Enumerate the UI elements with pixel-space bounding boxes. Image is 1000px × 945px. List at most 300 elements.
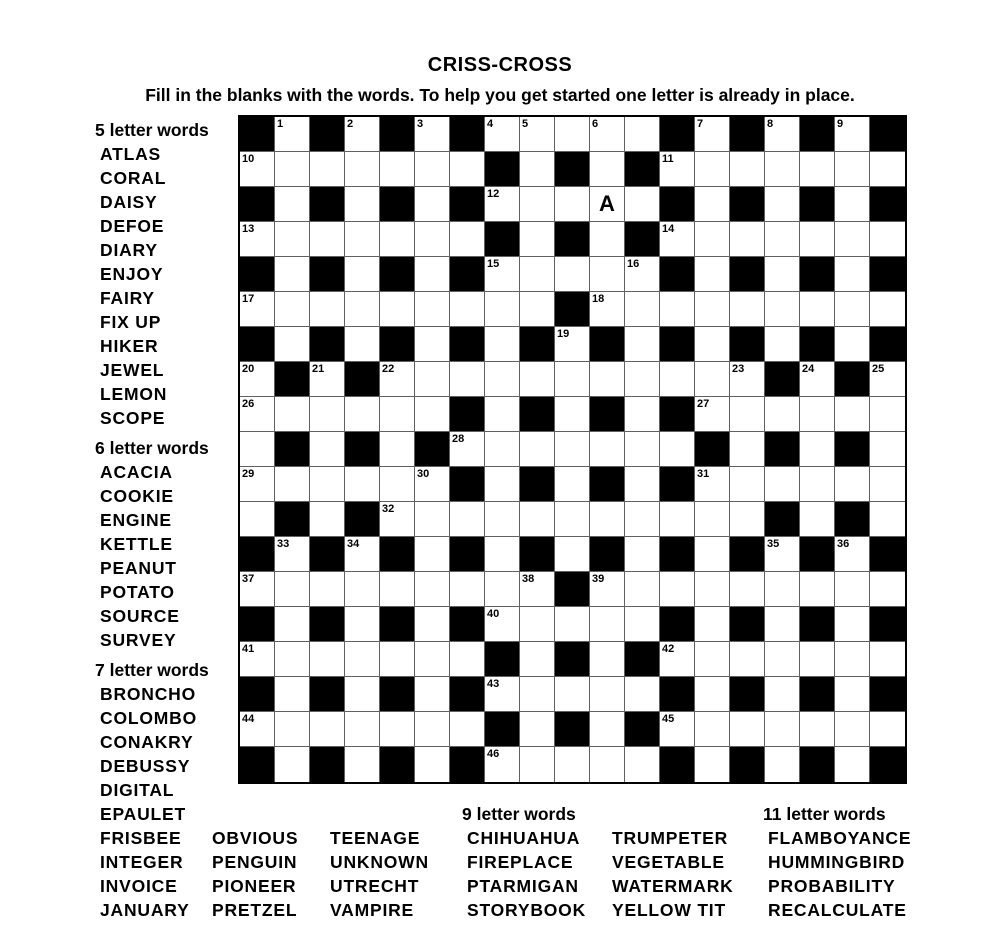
grid-cell[interactable]	[870, 502, 905, 537]
grid-cell[interactable]	[520, 712, 555, 747]
grid-cell[interactable]	[695, 572, 730, 607]
grid-cell[interactable]	[485, 502, 520, 537]
grid-cell[interactable]	[555, 747, 590, 782]
word-list-item: ENGINE	[100, 510, 172, 530]
grid-cell[interactable]	[765, 642, 800, 677]
grid-cell[interactable]	[310, 432, 345, 467]
grid-cell[interactable]	[485, 292, 520, 327]
grid-cell[interactable]	[625, 397, 660, 432]
grid-cell[interactable]	[800, 502, 835, 537]
grid-cell[interactable]	[520, 607, 555, 642]
grid-cell[interactable]	[380, 502, 415, 537]
grid-cell[interactable]	[765, 712, 800, 747]
grid-cell[interactable]	[835, 642, 870, 677]
grid-cell[interactable]	[870, 572, 905, 607]
grid-cell[interactable]	[380, 397, 415, 432]
grid-cell[interactable]	[835, 747, 870, 782]
grid-cell[interactable]	[310, 292, 345, 327]
grid-cell[interactable]	[835, 712, 870, 747]
grid-cell[interactable]	[415, 117, 450, 152]
grid-cell[interactable]	[485, 467, 520, 502]
grid-cell[interactable]	[520, 432, 555, 467]
grid-cell[interactable]	[695, 292, 730, 327]
grid-cell[interactable]	[625, 362, 660, 397]
grid-black-cell	[730, 117, 765, 152]
grid-black-cell	[870, 117, 905, 152]
grid-black-cell	[380, 537, 415, 572]
grid-cell[interactable]	[380, 712, 415, 747]
grid-cell[interactable]	[870, 152, 905, 187]
grid-cell[interactable]	[345, 327, 380, 362]
grid-cell[interactable]	[345, 642, 380, 677]
grid-cell[interactable]	[730, 572, 765, 607]
grid-cell[interactable]	[695, 677, 730, 712]
grid-cell[interactable]	[870, 292, 905, 327]
grid-cell[interactable]	[625, 607, 660, 642]
grid-cell[interactable]	[800, 222, 835, 257]
grid-cell[interactable]	[450, 432, 485, 467]
grid-cell[interactable]	[450, 502, 485, 537]
grid-cell[interactable]	[590, 362, 625, 397]
grid-cell[interactable]	[380, 222, 415, 257]
grid-cell[interactable]	[555, 502, 590, 537]
grid-cell[interactable]	[590, 152, 625, 187]
grid-cell[interactable]	[415, 187, 450, 222]
grid-cell[interactable]	[695, 712, 730, 747]
grid-cell[interactable]	[415, 677, 450, 712]
grid-cell[interactable]	[625, 537, 660, 572]
grid-cell[interactable]	[695, 607, 730, 642]
grid-cell[interactable]	[695, 747, 730, 782]
grid-cell[interactable]	[625, 747, 660, 782]
grid-cell[interactable]	[345, 747, 380, 782]
grid-cell[interactable]	[800, 432, 835, 467]
grid-cell[interactable]	[345, 117, 380, 152]
grid-cell[interactable]	[695, 187, 730, 222]
grid-cell[interactable]	[345, 187, 380, 222]
grid-cell[interactable]	[730, 397, 765, 432]
word-list-item: ENJOY	[100, 264, 164, 284]
grid-cell[interactable]	[240, 152, 275, 187]
grid-cell[interactable]	[695, 257, 730, 292]
grid-cell[interactable]	[870, 432, 905, 467]
word-group-label: 5 letter words	[95, 120, 209, 140]
grid-cell[interactable]	[590, 502, 625, 537]
grid-cell[interactable]	[310, 712, 345, 747]
grid-cell[interactable]	[625, 257, 660, 292]
grid-cell[interactable]	[800, 642, 835, 677]
grid-cell[interactable]	[765, 572, 800, 607]
grid-cell[interactable]	[835, 467, 870, 502]
grid-black-cell	[835, 432, 870, 467]
grid-cell[interactable]	[275, 152, 310, 187]
word-list-item: SURVEY	[100, 630, 177, 650]
grid-cell[interactable]	[380, 572, 415, 607]
grid-cell[interactable]	[310, 222, 345, 257]
grid-cell[interactable]	[450, 642, 485, 677]
word-list-item: CONAKRY	[100, 732, 194, 752]
grid-cell[interactable]	[765, 607, 800, 642]
grid-cell[interactable]	[240, 362, 275, 397]
grid-cell[interactable]	[590, 292, 625, 327]
grid-cell[interactable]	[415, 642, 450, 677]
grid-cell[interactable]	[765, 117, 800, 152]
grid-cell[interactable]	[765, 187, 800, 222]
grid-cell[interactable]	[555, 467, 590, 502]
grid-cell[interactable]	[485, 257, 520, 292]
grid-cell[interactable]	[485, 677, 520, 712]
grid-black-cell	[520, 467, 555, 502]
grid-black-cell	[485, 222, 520, 257]
grid-black-cell	[590, 537, 625, 572]
grid-cell[interactable]	[625, 187, 660, 222]
grid-cell[interactable]	[660, 572, 695, 607]
grid-cell[interactable]	[275, 222, 310, 257]
grid-cell[interactable]	[800, 292, 835, 327]
grid-cell[interactable]	[485, 327, 520, 362]
grid-cell[interactable]	[555, 607, 590, 642]
grid-cell[interactable]	[485, 537, 520, 572]
grid-cell[interactable]	[695, 537, 730, 572]
grid-cell[interactable]	[800, 362, 835, 397]
grid-cell[interactable]	[660, 502, 695, 537]
grid-cell[interactable]	[625, 292, 660, 327]
word-list-item: CORAL	[100, 168, 167, 188]
grid-cell[interactable]	[415, 292, 450, 327]
grid-cell[interactable]	[345, 712, 380, 747]
grid-cell[interactable]	[275, 677, 310, 712]
grid-cell[interactable]	[415, 502, 450, 537]
grid-cell[interactable]	[625, 502, 660, 537]
grid-cell[interactable]	[765, 257, 800, 292]
grid-cell[interactable]	[625, 677, 660, 712]
grid-cell[interactable]	[590, 187, 625, 222]
grid-cell[interactable]	[310, 467, 345, 502]
grid-cell[interactable]	[555, 362, 590, 397]
grid-cell[interactable]	[765, 747, 800, 782]
grid-cell[interactable]	[240, 222, 275, 257]
grid-cell[interactable]	[870, 642, 905, 677]
grid-cell[interactable]	[590, 712, 625, 747]
grid-cell[interactable]	[345, 257, 380, 292]
grid-cell[interactable]	[310, 642, 345, 677]
grid-cell[interactable]	[520, 152, 555, 187]
grid-cell[interactable]	[695, 117, 730, 152]
grid-cell[interactable]	[275, 187, 310, 222]
grid-black-cell	[835, 362, 870, 397]
grid-cell[interactable]	[590, 677, 625, 712]
grid-cell[interactable]	[345, 677, 380, 712]
grid-cell[interactable]	[415, 537, 450, 572]
grid-cell[interactable]	[660, 432, 695, 467]
grid-black-cell	[240, 747, 275, 782]
grid-cell[interactable]	[310, 152, 345, 187]
grid-black-cell	[380, 607, 415, 642]
grid-cell[interactable]	[590, 607, 625, 642]
grid-cell[interactable]	[625, 117, 660, 152]
grid-cell[interactable]	[520, 362, 555, 397]
grid-cell[interactable]	[870, 467, 905, 502]
grid-black-cell	[380, 677, 415, 712]
grid-cell[interactable]	[450, 292, 485, 327]
grid-cell[interactable]	[555, 677, 590, 712]
grid-cell[interactable]	[450, 362, 485, 397]
grid-cell[interactable]	[520, 292, 555, 327]
grid-cell[interactable]	[415, 397, 450, 432]
grid-black-cell	[450, 187, 485, 222]
grid-cell[interactable]	[240, 642, 275, 677]
grid-cell[interactable]	[380, 642, 415, 677]
word-column	[207, 802, 298, 922]
grid-cell[interactable]	[555, 397, 590, 432]
grid-cell[interactable]	[275, 572, 310, 607]
grid-cell[interactable]	[590, 222, 625, 257]
word-list-item: KETTLE	[100, 534, 173, 554]
word-column	[325, 802, 429, 922]
grid-black-cell	[800, 327, 835, 362]
grid-cell[interactable]	[310, 397, 345, 432]
grid-cell[interactable]	[730, 712, 765, 747]
grid-cell[interactable]	[835, 607, 870, 642]
grid-cell[interactable]	[275, 642, 310, 677]
grid-cell[interactable]	[520, 222, 555, 257]
grid-cell[interactable]	[240, 432, 275, 467]
grid-cell[interactable]	[765, 537, 800, 572]
grid-cell[interactable]	[380, 432, 415, 467]
grid-cell[interactable]	[730, 432, 765, 467]
grid-cell[interactable]	[590, 257, 625, 292]
grid-cell[interactable]	[520, 677, 555, 712]
grid-black-cell	[800, 537, 835, 572]
grid-cell[interactable]	[625, 432, 660, 467]
grid-cell[interactable]	[590, 432, 625, 467]
grid-cell[interactable]	[730, 152, 765, 187]
grid-cell[interactable]	[625, 327, 660, 362]
grid-cell[interactable]	[345, 572, 380, 607]
grid-cell[interactable]	[345, 537, 380, 572]
grid-cell[interactable]	[275, 537, 310, 572]
grid-cell[interactable]	[660, 642, 695, 677]
grid-cell[interactable]	[520, 187, 555, 222]
grid-cell[interactable]	[380, 362, 415, 397]
grid-cell[interactable]	[275, 117, 310, 152]
grid-cell[interactable]	[345, 467, 380, 502]
grid-cell[interactable]	[835, 537, 870, 572]
grid-black-cell	[800, 117, 835, 152]
grid-cell[interactable]	[275, 712, 310, 747]
clue-number: 40	[487, 608, 500, 620]
grid-cell[interactable]	[520, 117, 555, 152]
grid-cell[interactable]	[415, 747, 450, 782]
grid-cell[interactable]	[275, 292, 310, 327]
grid-cell[interactable]	[415, 222, 450, 257]
grid-cell[interactable]	[870, 712, 905, 747]
grid-cell[interactable]	[555, 257, 590, 292]
grid-cell[interactable]	[800, 397, 835, 432]
grid-black-cell	[660, 117, 695, 152]
grid-cell[interactable]	[485, 187, 520, 222]
grid-cell[interactable]	[485, 747, 520, 782]
grid-cell[interactable]	[800, 712, 835, 747]
grid-cell[interactable]	[695, 362, 730, 397]
grid-cell[interactable]	[485, 362, 520, 397]
grid-cell[interactable]	[345, 222, 380, 257]
grid-cell[interactable]	[415, 607, 450, 642]
grid-cell[interactable]	[695, 642, 730, 677]
grid-cell[interactable]	[625, 572, 660, 607]
grid-cell[interactable]	[380, 467, 415, 502]
grid-cell[interactable]	[275, 397, 310, 432]
grid-cell[interactable]	[555, 432, 590, 467]
grid-cell[interactable]	[695, 467, 730, 502]
grid-cell[interactable]	[660, 152, 695, 187]
grid-cell[interactable]	[520, 747, 555, 782]
grid-cell[interactable]	[765, 397, 800, 432]
grid-cell[interactable]	[310, 572, 345, 607]
grid-cell[interactable]	[275, 327, 310, 362]
word-group-label	[325, 802, 429, 826]
grid-cell[interactable]	[765, 467, 800, 502]
grid-cell[interactable]	[730, 502, 765, 537]
grid-cell[interactable]	[730, 362, 765, 397]
grid-cell[interactable]	[835, 152, 870, 187]
grid-cell[interactable]	[730, 642, 765, 677]
grid-cell[interactable]	[520, 257, 555, 292]
grid-cell[interactable]	[835, 187, 870, 222]
grid-cell[interactable]	[555, 187, 590, 222]
clue-number: 46	[487, 748, 500, 760]
grid-cell[interactable]	[345, 397, 380, 432]
grid-cell[interactable]	[835, 257, 870, 292]
word-list-item: VAMPIRE	[330, 900, 415, 920]
grid-cell[interactable]	[660, 712, 695, 747]
grid-cell[interactable]	[415, 327, 450, 362]
grid-cell[interactable]	[800, 152, 835, 187]
grid-cell[interactable]	[485, 432, 520, 467]
grid-cell[interactable]	[415, 572, 450, 607]
grid-cell[interactable]	[835, 677, 870, 712]
word-list-item: FLAMBOYANCE	[768, 828, 912, 848]
grid-black-cell	[240, 257, 275, 292]
grid-cell[interactable]	[625, 467, 660, 502]
grid-cell[interactable]	[765, 222, 800, 257]
grid-cell[interactable]	[240, 712, 275, 747]
grid-cell[interactable]	[485, 572, 520, 607]
grid-cell[interactable]	[590, 572, 625, 607]
grid-cell[interactable]	[310, 502, 345, 537]
grid-cell[interactable]	[345, 607, 380, 642]
grid-cell[interactable]	[870, 362, 905, 397]
grid-cell[interactable]	[835, 397, 870, 432]
grid-cell[interactable]	[240, 397, 275, 432]
grid-cell[interactable]	[835, 222, 870, 257]
grid-cell[interactable]	[765, 152, 800, 187]
grid-cell[interactable]	[835, 327, 870, 362]
grid-cell[interactable]	[275, 747, 310, 782]
grid-cell[interactable]	[765, 292, 800, 327]
grid-cell[interactable]	[590, 747, 625, 782]
grid-cell[interactable]	[730, 292, 765, 327]
clue-number: 10	[242, 153, 255, 165]
grid-cell[interactable]	[660, 222, 695, 257]
grid-black-cell	[730, 257, 765, 292]
grid-cell[interactable]	[275, 607, 310, 642]
prefilled-letter: A	[599, 191, 615, 216]
grid-cell[interactable]	[345, 292, 380, 327]
grid-cell[interactable]	[590, 642, 625, 677]
grid-cell[interactable]	[415, 467, 450, 502]
grid-cell[interactable]	[415, 257, 450, 292]
grid-cell[interactable]	[415, 362, 450, 397]
grid-cell[interactable]	[240, 467, 275, 502]
grid-cell[interactable]	[520, 572, 555, 607]
grid-cell[interactable]	[275, 257, 310, 292]
grid-cell[interactable]	[240, 502, 275, 537]
grid-black-cell	[730, 677, 765, 712]
grid-cell[interactable]	[660, 292, 695, 327]
grid-cell[interactable]	[835, 572, 870, 607]
grid-cell[interactable]	[415, 152, 450, 187]
grid-cell[interactable]	[695, 327, 730, 362]
grid-cell[interactable]	[870, 397, 905, 432]
grid-cell[interactable]	[590, 117, 625, 152]
grid-cell[interactable]	[835, 117, 870, 152]
grid-cell[interactable]	[240, 292, 275, 327]
grid-cell[interactable]	[450, 222, 485, 257]
word-list-item: ATLAS	[100, 144, 162, 164]
grid-cell[interactable]	[660, 362, 695, 397]
grid-cell[interactable]	[485, 397, 520, 432]
grid-cell[interactable]	[275, 467, 310, 502]
grid-cell[interactable]	[555, 327, 590, 362]
grid-cell[interactable]	[695, 502, 730, 537]
grid-cell[interactable]	[730, 222, 765, 257]
grid-cell[interactable]	[415, 712, 450, 747]
word-group-label	[207, 802, 298, 826]
grid-cell[interactable]	[695, 152, 730, 187]
grid-cell[interactable]	[450, 572, 485, 607]
grid-cell[interactable]	[835, 292, 870, 327]
grid-cell[interactable]	[240, 572, 275, 607]
grid-cell[interactable]	[870, 222, 905, 257]
grid-cell[interactable]	[555, 117, 590, 152]
grid-cell[interactable]	[800, 467, 835, 502]
grid-cell[interactable]	[345, 152, 380, 187]
grid-cell[interactable]	[765, 677, 800, 712]
grid-black-cell	[380, 187, 415, 222]
grid-cell[interactable]	[520, 502, 555, 537]
grid-cell[interactable]	[450, 152, 485, 187]
grid-cell[interactable]	[485, 117, 520, 152]
grid-cell[interactable]	[695, 222, 730, 257]
grid-cell[interactable]	[380, 152, 415, 187]
grid-cell[interactable]	[800, 572, 835, 607]
grid-cell[interactable]	[765, 327, 800, 362]
grid-black-cell	[730, 607, 765, 642]
grid-cell[interactable]	[450, 712, 485, 747]
grid-black-cell	[240, 537, 275, 572]
grid-cell[interactable]	[555, 537, 590, 572]
grid-cell[interactable]	[310, 362, 345, 397]
grid-black-cell	[870, 327, 905, 362]
grid-cell[interactable]	[730, 467, 765, 502]
grid-cell[interactable]	[485, 607, 520, 642]
grid-cell[interactable]	[695, 397, 730, 432]
grid-cell[interactable]	[380, 292, 415, 327]
grid-cell[interactable]	[520, 642, 555, 677]
word-list-item: PENGUIN	[212, 852, 298, 872]
word-list-item: PEANUT	[100, 558, 177, 578]
